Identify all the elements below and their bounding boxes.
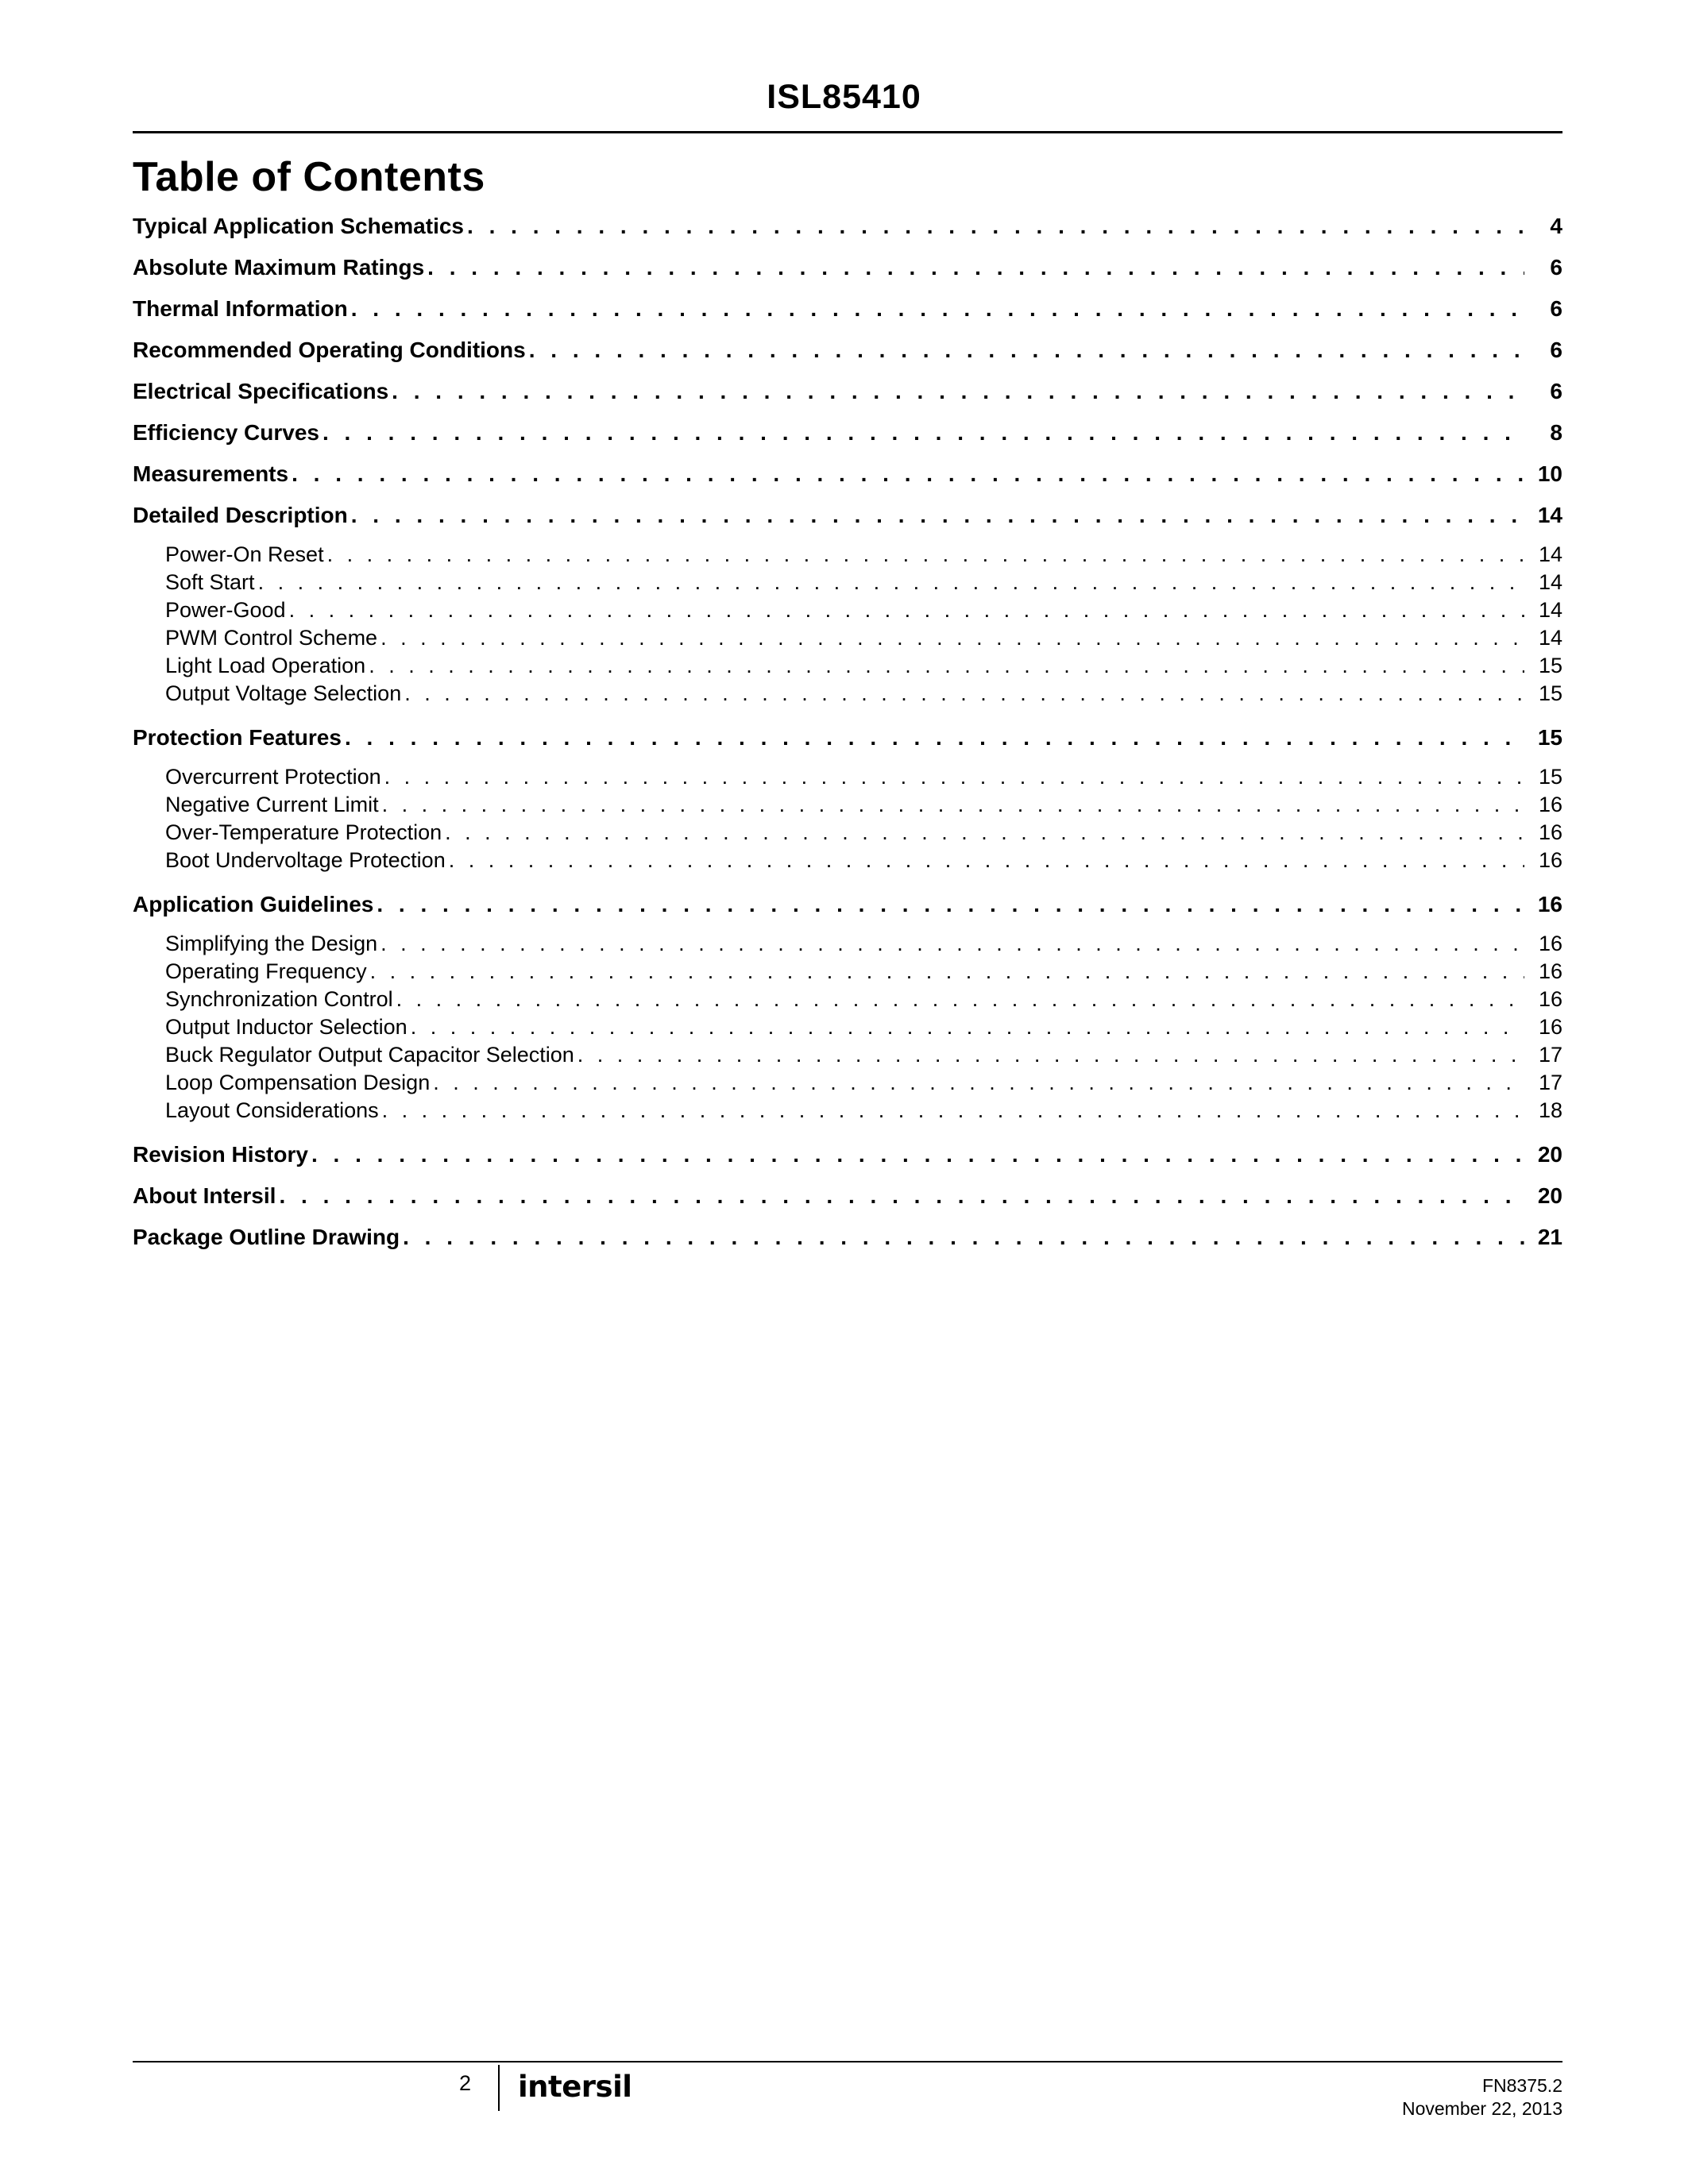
toc-entry-label: Output Voltage Selection: [165, 681, 402, 705]
toc-subentry[interactable]: [133, 986, 1562, 1013]
dot-leader: [433, 1069, 1524, 1097]
toc-subentry[interactable]: [133, 819, 1562, 847]
toc-entry-label: Buck Regulator Output Capacitor Selection: [165, 1043, 574, 1067]
toc-subentry[interactable]: [133, 791, 1562, 819]
dot-leader: [449, 847, 1524, 874]
toc-entry-page: 16: [1538, 987, 1562, 1011]
dot-leader: [292, 462, 1524, 485]
toc-entry-label: Loop Compensation Design: [165, 1071, 431, 1094]
dot-leader: [384, 763, 1524, 791]
toc-entry-page: 14: [1538, 542, 1562, 566]
toc-entry-page: 16: [1538, 820, 1562, 844]
toc-subentry[interactable]: [133, 847, 1562, 874]
toc-subentry[interactable]: [133, 541, 1562, 569]
toc-entry-page: 15: [1538, 681, 1562, 705]
toc-entry-page: 14: [1538, 598, 1562, 622]
toc-entry[interactable]: [133, 726, 1562, 749]
toc-entry-page: 16: [1538, 1015, 1562, 1039]
toc-entry-page: 15: [1538, 765, 1562, 789]
dot-leader: [370, 958, 1524, 986]
dot-leader: [380, 624, 1524, 652]
toc-entry-page: 4: [1550, 214, 1562, 238]
toc-entry[interactable]: [133, 256, 1562, 279]
toc-entry-label: Synchronization Control: [165, 987, 393, 1011]
dot-leader: [289, 596, 1524, 624]
toc-subentry[interactable]: [133, 958, 1562, 986]
toc-subentry[interactable]: [133, 680, 1562, 708]
toc-entry-page: 14: [1538, 570, 1562, 594]
toc-entry-label: Negative Current Limit: [165, 793, 379, 816]
dot-leader: [369, 652, 1524, 680]
toc-entry[interactable]: [133, 1143, 1562, 1166]
toc-entry-label: Thermal Information: [133, 296, 348, 321]
toc-entry-label: Electrical Specifications: [133, 379, 389, 403]
toc-entry-page: 6: [1550, 255, 1562, 280]
dot-leader: [396, 986, 1524, 1013]
toc-entry-page: 21: [1537, 1225, 1562, 1249]
toc-entry[interactable]: [133, 338, 1562, 361]
table-of-contents: [133, 208, 1562, 1248]
toc-entry-page: 16: [1538, 932, 1562, 955]
dot-leader: [445, 819, 1524, 847]
dot-leader: [467, 214, 1524, 237]
dot-leader: [351, 504, 1524, 527]
dot-leader: [577, 1041, 1524, 1069]
toc-entry[interactable]: [133, 1184, 1562, 1207]
toc-subentry[interactable]: [133, 1097, 1562, 1125]
toc-entry-label: Simplifying the Design: [165, 932, 378, 955]
toc-entry-page: 16: [1538, 793, 1562, 816]
dot-leader: [377, 893, 1524, 916]
toc-entry[interactable]: [133, 893, 1562, 916]
dot-leader: [258, 569, 1524, 596]
toc-entry-page: 18: [1538, 1098, 1562, 1122]
dot-leader: [380, 930, 1524, 958]
dot-leader: [403, 1225, 1524, 1248]
intersil-logo: intersil: [518, 2070, 632, 2104]
dot-leader: [392, 380, 1524, 403]
toc-entry-label: Light Load Operation: [165, 654, 366, 677]
toc-entry-label: Overcurrent Protection: [165, 765, 381, 789]
toc-entry-label: Output Inductor Selection: [165, 1015, 408, 1039]
toc-entry-page: 16: [1538, 959, 1562, 983]
toc-entry[interactable]: [133, 1225, 1562, 1248]
toc-subentry[interactable]: [133, 1069, 1562, 1097]
toc-entry[interactable]: [133, 380, 1562, 403]
footer-divider: [498, 2065, 500, 2111]
toc-entry-page: 17: [1538, 1043, 1562, 1067]
toc-subentry-group: [133, 930, 1562, 1125]
toc-entry-page: 15: [1537, 725, 1562, 750]
toc-entry-page: 6: [1550, 338, 1562, 362]
toc-subentry[interactable]: [133, 930, 1562, 958]
toc-entry-label: About Intersil: [133, 1183, 276, 1208]
toc-entry-label: Typical Application Schematics: [133, 214, 465, 238]
toc-entry-page: 16: [1538, 848, 1562, 872]
toc-entry-page: 14: [1537, 503, 1562, 527]
document-header-title: ISL85410: [767, 78, 921, 116]
toc-entry[interactable]: [133, 462, 1562, 485]
toc-entry-page: 20: [1537, 1183, 1562, 1208]
footer-page-number: 2: [459, 2071, 472, 2095]
toc-entry-label: Application Guidelines: [133, 892, 374, 916]
toc-subentry[interactable]: [133, 1041, 1562, 1069]
dot-leader: [382, 791, 1524, 819]
dot-leader: [404, 680, 1524, 708]
header-rule: [133, 131, 1562, 133]
toc-subentry-group: [133, 541, 1562, 708]
toc-entry-label: Measurements: [133, 461, 289, 486]
toc-entry-label: Power-Good: [165, 598, 286, 622]
toc-subentry[interactable]: [133, 652, 1562, 680]
toc-subentry[interactable]: [133, 1013, 1562, 1041]
footer-date: November 22, 2013: [1401, 2098, 1562, 2119]
toc-entry-page: 6: [1550, 296, 1562, 321]
toc-heading: Table of Contents: [133, 154, 485, 200]
toc-entry-page: 8: [1550, 420, 1562, 445]
toc-entry-label: Package Outline Drawing: [133, 1225, 400, 1249]
dot-leader: [382, 1097, 1524, 1125]
toc-entry-page: 14: [1538, 626, 1562, 650]
toc-entry-page: 20: [1537, 1142, 1562, 1167]
toc-entry-label: Recommended Operating Conditions: [133, 338, 526, 362]
dot-leader: [279, 1184, 1524, 1207]
toc-entry-label: Boot Undervoltage Protection: [165, 848, 446, 872]
toc-entry[interactable]: [133, 214, 1562, 237]
toc-entry-label: Absolute Maximum Ratings: [133, 255, 425, 280]
toc-subentry[interactable]: [133, 624, 1562, 652]
toc-entry[interactable]: [133, 504, 1562, 527]
toc-entry[interactable]: [133, 421, 1562, 444]
toc-entry-label: Revision History: [133, 1142, 308, 1167]
toc-subentry[interactable]: [133, 596, 1562, 624]
dot-leader: [311, 1143, 1524, 1166]
toc-entry-label: Power-On Reset: [165, 542, 324, 566]
toc-entry-label: Protection Features: [133, 725, 342, 750]
toc-entry-page: 10: [1537, 461, 1562, 486]
toc-subentry-group: [133, 763, 1562, 874]
toc-entry-page: 15: [1538, 654, 1562, 677]
toc-entry-page: 6: [1550, 379, 1562, 403]
dot-leader: [351, 297, 1524, 320]
footer-doc-number: FN8375.2: [1481, 2075, 1562, 2096]
footer-rule: [133, 2061, 1562, 2062]
toc-entry-page: 17: [1538, 1071, 1562, 1094]
toc-subentry[interactable]: [133, 569, 1562, 596]
dot-leader: [411, 1013, 1524, 1041]
footer-doc-info: [1402, 2074, 1562, 2120]
toc-entry-label: Over-Temperature Protection: [165, 820, 442, 844]
toc-entry-label: Efficiency Curves: [133, 420, 319, 445]
toc-entry-label: Soft Start: [165, 570, 255, 594]
toc-entry-page: 16: [1537, 892, 1562, 916]
toc-entry-label: Operating Frequency: [165, 959, 367, 983]
toc-entry-label: PWM Control Scheme: [165, 626, 378, 650]
toc-entry-label: Layout Considerations: [165, 1098, 379, 1122]
dot-leader: [323, 421, 1524, 444]
dot-leader: [529, 338, 1524, 361]
toc-entry[interactable]: [133, 297, 1562, 320]
dot-leader: [327, 541, 1524, 569]
toc-entry-label: Detailed Description: [133, 503, 348, 527]
toc-subentry[interactable]: [133, 763, 1562, 791]
dot-leader: [345, 726, 1524, 749]
dot-leader: [427, 256, 1524, 279]
